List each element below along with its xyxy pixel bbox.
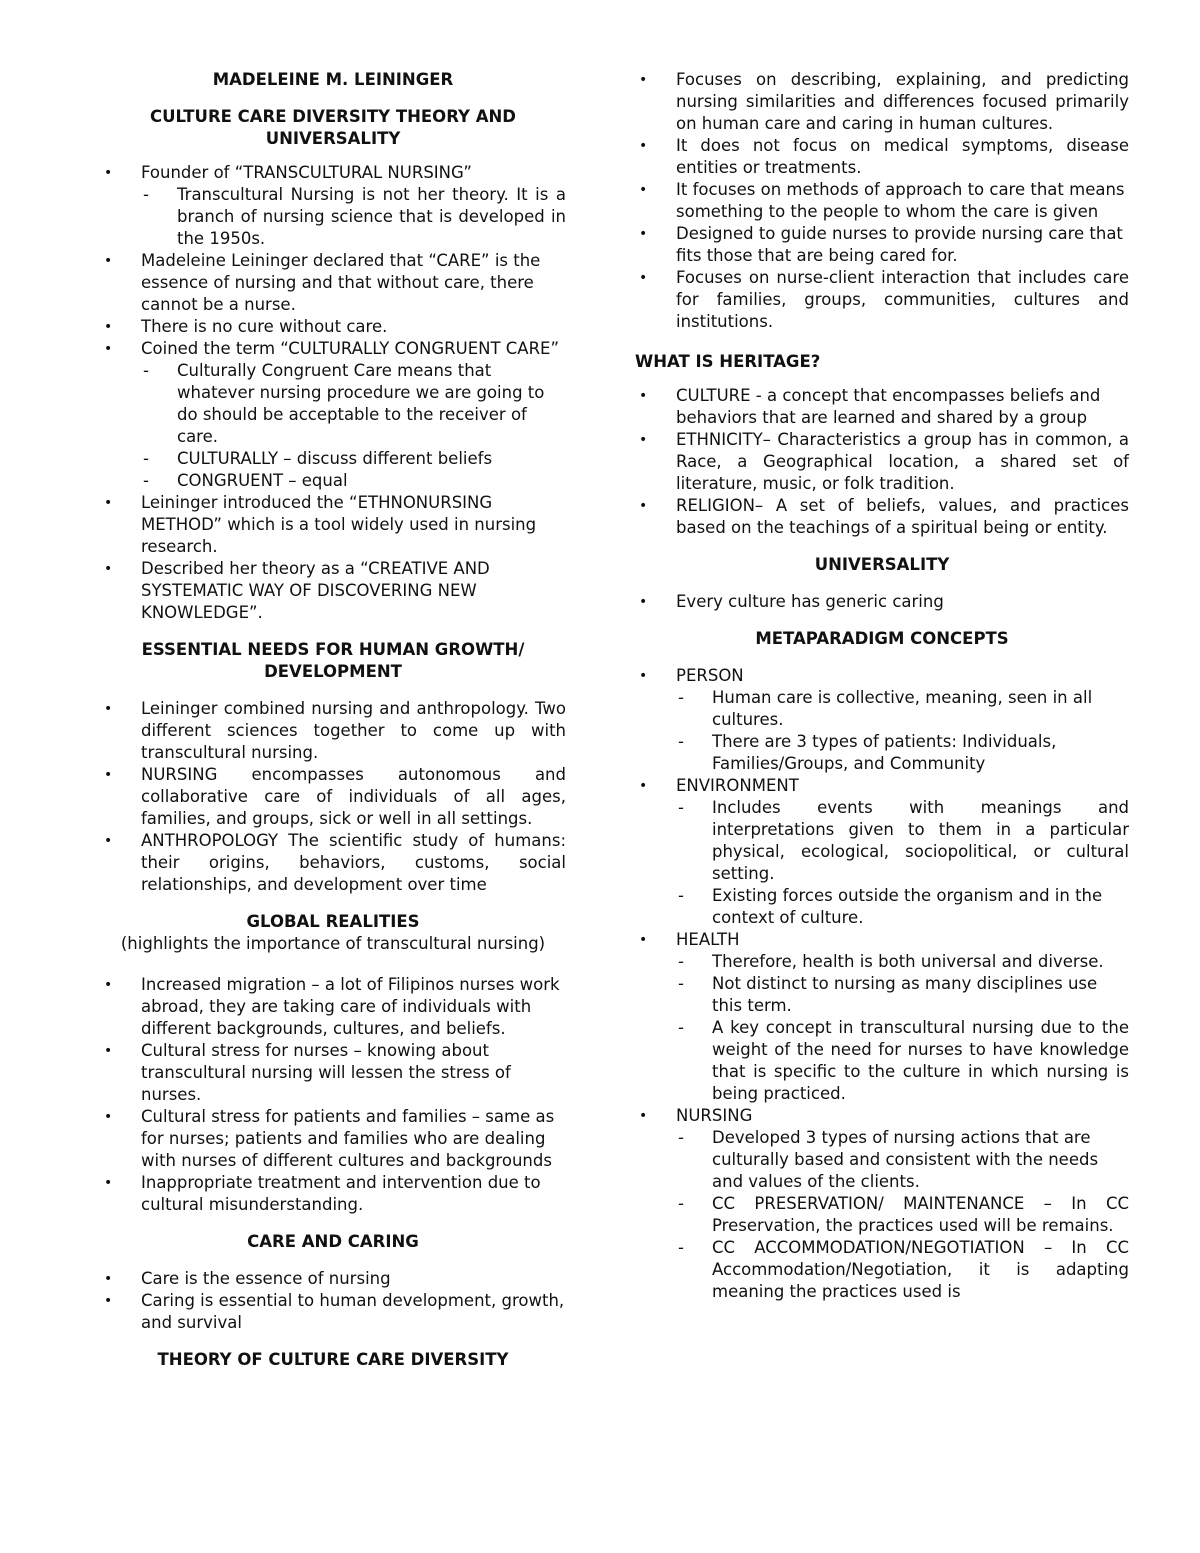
global-realities-list bbox=[100, 974, 566, 1216]
essential-needs-heading: ESSENTIAL NEEDS FOR HUMAN GROWTH/ DEVELOPMENT bbox=[141, 640, 525, 681]
global-realities-heading: GLOBAL REALITIES bbox=[246, 912, 420, 931]
list-item: • Focuses on describing, explaining, and predicting nursing similarities and differences focused primarily on human care and caring in human cultures. bbox=[635, 69, 1129, 135]
list-item: • Cultural stress for patients and families – same as for nurses; patients and families who are dealing with nurses of different cultures and backgrounds bbox=[100, 1106, 566, 1172]
list-item: • Founder of “TRANSCULTURAL NURSING” bbox=[100, 162, 566, 184]
sub-list-item: - Transcultural Nursing is not her theory. It is a branch of nursing science that is developed in the 1950s. bbox=[100, 184, 566, 250]
list-item: • Every culture has generic caring bbox=[635, 591, 1129, 613]
list-item: • Madeleine Leininger declared that “CARE” is the essence of nursing and that without care, there cannot be a nurse. bbox=[100, 250, 566, 316]
list-item: • NURSING bbox=[635, 1105, 1129, 1127]
list-item: • CULTURE - a concept that encompasses beliefs and behaviors that are learned and shared by a group bbox=[635, 385, 1129, 429]
sub-list-item: - Developed 3 types of nursing actions that are culturally based and consistent with the needs and values of the clients. bbox=[635, 1127, 1129, 1193]
theory-title: CULTURE CARE DIVERSITY THEORY AND UNIVERSALITY bbox=[150, 107, 516, 148]
sub-list-item: - Culturally Congruent Care means that whatever nursing procedure we are going to do should be acceptable to the receiver of care. bbox=[100, 360, 566, 448]
sub-list-item: - Existing forces outside the organism and in the context of culture. bbox=[635, 885, 1129, 929]
list-item: • Inappropriate treatment and intervention due to cultural misunderstanding. bbox=[100, 1172, 566, 1216]
sub-list-item: - CONGRUENT – equal bbox=[100, 470, 566, 492]
universality-list bbox=[635, 591, 1129, 613]
essential-needs-list bbox=[100, 698, 566, 896]
list-item: • Described her theory as a “CREATIVE AND SYSTEMATIC WAY OF DISCOVERING NEW KNOWLEDGE”. bbox=[100, 558, 566, 624]
list-item: • Coined the term “CULTURALLY CONGRUENT CARE” bbox=[100, 338, 566, 360]
theory-culture-care-heading: THEORY OF CULTURE CARE DIVERSITY bbox=[157, 1350, 509, 1369]
intro-list bbox=[100, 162, 566, 624]
sub-list-item: - CULTURALLY – discuss different beliefs bbox=[100, 448, 566, 470]
sub-list-item: - Therefore, health is both universal and diverse. bbox=[635, 951, 1129, 973]
care-caring-list bbox=[100, 1268, 566, 1334]
sub-list-item: - Includes events with meanings and interpretations given to them in a particular physical, ecological, sociopolitical, or cultural setting. bbox=[635, 797, 1129, 885]
list-item: • RELIGION– A set of beliefs, values, and practices based on the teachings of a spiritual being or entity. bbox=[635, 495, 1129, 539]
right-column bbox=[635, 68, 1129, 1303]
list-item: • ETHNICITY– Characteristics a group has in common, a Race, a Geographical location, a shared set of literature, music, or folk tradition. bbox=[635, 429, 1129, 495]
sub-list-item: - Not distinct to nursing as many disciplines use this term. bbox=[635, 973, 1129, 1017]
list-item: • It focuses on methods of approach to care that means something to the people to whom the care is given bbox=[635, 179, 1129, 223]
document-title: MADELEINE M. LEININGER bbox=[212, 70, 454, 89]
sub-list-item: - There are 3 types of patients: Individuals, Families/Groups, and Community bbox=[635, 731, 1129, 775]
universality-heading: UNIVERSALITY bbox=[814, 555, 950, 574]
care-caring-heading: CARE AND CARING bbox=[247, 1232, 419, 1251]
list-item: • ANTHROPOLOGY The scientific study of humans: their origins, behaviors, customs, social relationships, and development over time bbox=[100, 830, 566, 896]
list-item: • Caring is essential to human development, growth, and survival bbox=[100, 1290, 566, 1334]
sub-list-item: - Human care is collective, meaning, seen in all cultures. bbox=[635, 687, 1129, 731]
list-item: • Care is the essence of nursing bbox=[100, 1268, 566, 1290]
list-item: • HEALTH bbox=[635, 929, 1129, 951]
list-item: • ENVIRONMENT bbox=[635, 775, 1129, 797]
metaparadigm-list bbox=[635, 665, 1129, 1303]
sub-list-item: - A key concept in transcultural nursing due to the weight of the need for nurses to have knowledge that is specific to the culture in which nursing is being practiced. bbox=[635, 1017, 1129, 1105]
left-column bbox=[100, 68, 566, 1371]
list-item: • There is no cure without care. bbox=[100, 316, 566, 338]
list-item: • Increased migration – a lot of Filipinos nurses work abroad, they are taking care of individuals with different backgrounds, cultures, and beliefs. bbox=[100, 974, 566, 1040]
list-item: • It does not focus on medical symptoms, disease entities or treatments. bbox=[635, 135, 1129, 179]
heritage-list bbox=[635, 385, 1129, 539]
focus-list bbox=[635, 69, 1129, 333]
metaparadigm-heading: METAPARADIGM CONCEPTS bbox=[755, 629, 1009, 648]
list-item: • NURSING encompasses autonomous and collaborative care of individuals of all ages, families, and groups, sick or well in all settings. bbox=[100, 764, 566, 830]
list-item: • Leininger introduced the “ETHNONURSING METHOD” which is a tool widely used in nursing research. bbox=[100, 492, 566, 558]
sub-list-item: - CC PRESERVATION/ MAINTENANCE – In CC Preservation, the practices used will be remains. bbox=[635, 1193, 1129, 1237]
list-item: • Leininger combined nursing and anthropology. Two different sciences together to come up with transcultural nursing. bbox=[100, 698, 566, 764]
sub-list-item: - CC ACCOMMODATION/NEGOTIATION – In CC Accommodation/Negotiation, it is adapting meaning the practices used is bbox=[635, 1237, 1129, 1303]
list-item: • Focuses on nurse-client interaction that includes care for families, groups, communities, cultures and institutions. bbox=[635, 267, 1129, 333]
list-item: • Designed to guide nurses to provide nursing care that fits those that are being cared for. bbox=[635, 223, 1129, 267]
heritage-heading: WHAT IS HERITAGE? bbox=[635, 352, 821, 371]
global-realities-subtitle: (highlights the importance of transcultural nursing) bbox=[120, 934, 546, 953]
list-item: • PERSON bbox=[635, 665, 1129, 687]
list-item: • Cultural stress for nurses – knowing about transcultural nursing will lessen the stress of nurses. bbox=[100, 1040, 566, 1106]
